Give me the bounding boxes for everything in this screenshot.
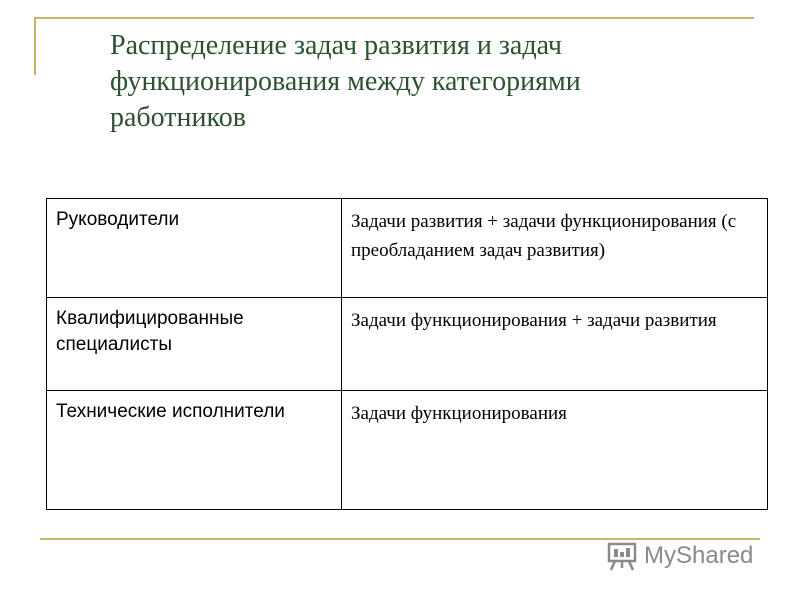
left-rule <box>34 17 36 75</box>
watermark-text: MyShared <box>644 542 754 569</box>
role-cell: Руководители <box>47 199 342 298</box>
top-rule <box>34 17 754 19</box>
role-cell: Квалифицированные специалисты <box>47 298 342 391</box>
role-cell: Технические исполнители <box>47 391 342 510</box>
slide-title: Распределение задач развития и задач функционирования между категориями работников <box>110 30 581 133</box>
tasks-cell: Задачи функционирования + задачи развития <box>342 298 768 391</box>
tasks-cell: Задачи функционирования <box>342 391 768 510</box>
tasks-cell: Задачи развития + задачи функционирования (с преобладанием задач развития) <box>342 199 768 298</box>
task-distribution-table <box>46 198 768 510</box>
table-row <box>47 199 768 298</box>
presentation-board-icon <box>606 540 638 572</box>
table-row <box>47 298 768 391</box>
table-row <box>47 391 768 510</box>
watermark-logo[interactable] <box>606 540 753 572</box>
